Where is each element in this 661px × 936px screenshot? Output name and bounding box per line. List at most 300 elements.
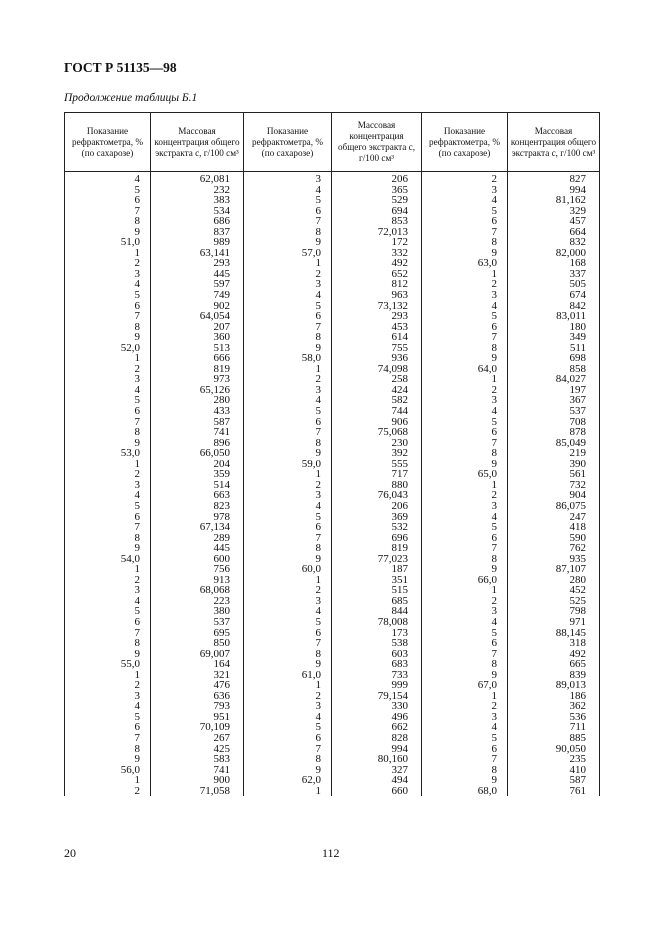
concentration-value: 362: [508, 701, 600, 712]
refractometer-value: 8: [65, 216, 151, 227]
concentration-value: 696: [332, 533, 422, 544]
refractometer-value: 6: [65, 512, 151, 523]
refractometer-value: 4: [244, 395, 332, 406]
concentration-value: 219: [508, 448, 600, 459]
table-row: [65, 417, 600, 428]
refractometer-value: 2: [65, 786, 151, 797]
concentration-value: 380: [151, 606, 244, 617]
refractometer-value: 5: [65, 501, 151, 512]
refractometer-value: 5: [422, 417, 508, 428]
refractometer-value: 62,0: [244, 775, 332, 786]
refractometer-value: 67,0: [422, 680, 508, 691]
refractometer-value: 2: [244, 480, 332, 491]
concentration-value: 433: [151, 406, 244, 417]
concentration-value: 665: [508, 659, 600, 670]
concentration-value: 289: [151, 533, 244, 544]
table-row: [65, 533, 600, 544]
refractometer-value: 7: [422, 649, 508, 660]
table-row: [65, 543, 600, 554]
concentration-value: 457: [508, 216, 600, 227]
concentration-value: 82,000: [508, 248, 600, 259]
concentration-value: 318: [508, 638, 600, 649]
refractometer-value: 1: [244, 575, 332, 586]
refractometer-value: 2: [244, 691, 332, 702]
refractometer-value: 5: [244, 195, 332, 206]
concentration-value: 187: [332, 564, 422, 575]
concentration-value: 880: [332, 480, 422, 491]
refractometer-value: 2: [422, 279, 508, 290]
concentration-value: 360: [151, 332, 244, 343]
concentration-value: 798: [508, 606, 600, 617]
table-row: [65, 195, 600, 206]
concentration-value: 351: [332, 575, 422, 586]
refractometer-value: 1: [422, 374, 508, 385]
concentration-value: 73,132: [332, 301, 422, 312]
concentration-value: 741: [151, 427, 244, 438]
concentration-value: 235: [508, 754, 600, 765]
table-row: [65, 596, 600, 607]
table-row: [65, 343, 600, 354]
table-caption: Продолжение таблицы Б.1: [64, 92, 198, 104]
refractometer-value: 8: [65, 427, 151, 438]
concentration-value: 410: [508, 765, 600, 776]
concentration-value: 186: [508, 691, 600, 702]
refractometer-value: 68,0: [422, 786, 508, 797]
refractometer-value: 6: [244, 628, 332, 639]
refractometer-value: 66,0: [422, 575, 508, 586]
concentration-value: 762: [508, 543, 600, 554]
refractometer-value: 1: [422, 585, 508, 596]
refractometer-value: 1: [65, 353, 151, 364]
refractometer-value: 7: [244, 322, 332, 333]
concentration-value: 989: [151, 237, 244, 248]
refractometer-value: 9: [65, 649, 151, 660]
refractometer-value: 8: [422, 765, 508, 776]
concentration-value: 293: [332, 311, 422, 322]
refractometer-value: 5: [65, 290, 151, 301]
table-row: [65, 448, 600, 459]
refractometer-value: 8: [65, 533, 151, 544]
concentration-value: 823: [151, 501, 244, 512]
refractometer-value: 2: [422, 701, 508, 712]
concentration-value: 87,107: [508, 564, 600, 575]
refractometer-value: 7: [422, 332, 508, 343]
table-row: [65, 459, 600, 470]
refractometer-value: 3: [244, 279, 332, 290]
concentration-value: 537: [151, 617, 244, 628]
concentration-value: 476: [151, 680, 244, 691]
refractometer-value: 4: [244, 290, 332, 301]
concentration-value: 529: [332, 195, 422, 206]
table-row: [65, 248, 600, 259]
refractometer-value: 4: [65, 701, 151, 712]
refractometer-value: 6: [422, 216, 508, 227]
refractometer-value: 3: [65, 374, 151, 385]
refractometer-value: 2: [65, 469, 151, 480]
table-row: [65, 301, 600, 312]
concentration-value: 206: [332, 172, 422, 185]
refractometer-value: 5: [65, 395, 151, 406]
refractometer-value: 9: [244, 237, 332, 248]
table-row: [65, 564, 600, 575]
refractometer-value: 7: [65, 628, 151, 639]
table-row: [65, 227, 600, 238]
concentration-value: 173: [332, 628, 422, 639]
table-row: [65, 406, 600, 417]
table-row: [65, 353, 600, 364]
concentration-value: 492: [508, 649, 600, 660]
refractometer-value: 7: [422, 438, 508, 449]
table-row: [65, 427, 600, 438]
refractometer-value: 8: [65, 638, 151, 649]
concentration-value: 994: [332, 744, 422, 755]
refractometer-value: 9: [65, 754, 151, 765]
table-row: [65, 237, 600, 248]
concentration-value: 896: [151, 438, 244, 449]
concentration-value: 67,134: [151, 522, 244, 533]
concentration-value: 878: [508, 427, 600, 438]
refractometer-value: 9: [422, 670, 508, 681]
refractometer-value: 1: [422, 480, 508, 491]
concentration-value: 652: [332, 269, 422, 280]
refractometer-value: 6: [422, 322, 508, 333]
refractometer-value: 8: [244, 227, 332, 238]
table-row: [65, 585, 600, 596]
header-concentration-1: Массовая концентрация общего экстракта с, г/100 см³: [151, 113, 244, 172]
concentration-value: 913: [151, 575, 244, 586]
refractometer-value: 5: [422, 206, 508, 217]
table-row: [65, 385, 600, 396]
refractometer-value: 4: [65, 490, 151, 501]
concentration-value: 756: [151, 564, 244, 575]
concentration-value: 329: [508, 206, 600, 217]
table-row: [65, 290, 600, 301]
refractometer-value: 3: [65, 585, 151, 596]
concentration-value: 168: [508, 258, 600, 269]
concentration-value: 247: [508, 512, 600, 523]
concentration-value: 88,145: [508, 628, 600, 639]
table-row: [65, 628, 600, 639]
concentration-value: 906: [332, 417, 422, 428]
refractometer-value: 6: [244, 522, 332, 533]
refractometer-value: 7: [422, 754, 508, 765]
refractometer-value: 9: [65, 332, 151, 343]
refractometer-value: 1: [422, 269, 508, 280]
concentration-value: 674: [508, 290, 600, 301]
refractometer-value: 3: [244, 701, 332, 712]
table-row: [65, 374, 600, 385]
concentration-value: 685: [332, 596, 422, 607]
concentration-value: 77,023: [332, 554, 422, 565]
header-refractometer-1: Показание рефрактометра, % (по сахарозе): [65, 113, 151, 172]
refractometer-value: 7: [65, 311, 151, 322]
concentration-value: 369: [332, 512, 422, 523]
table-row: [65, 279, 600, 290]
concentration-value: 999: [332, 680, 422, 691]
refractometer-value: 1: [65, 670, 151, 681]
refractometer-value: 1: [422, 691, 508, 702]
concentration-value: 164: [151, 659, 244, 670]
concentration-value: 453: [332, 322, 422, 333]
concentration-value: 84,027: [508, 374, 600, 385]
refractometer-value: 3: [65, 269, 151, 280]
table-row: [65, 575, 600, 586]
refractometer-value: 5: [244, 617, 332, 628]
refractometer-value: 3: [244, 172, 332, 185]
refractometer-value: 4: [65, 596, 151, 607]
concentration-value: 223: [151, 596, 244, 607]
refractometer-value: 9: [422, 248, 508, 259]
refractometer-value: 56,0: [65, 765, 151, 776]
concentration-value: 359: [151, 469, 244, 480]
refractometer-value: 2: [244, 374, 332, 385]
concentration-value: 68,068: [151, 585, 244, 596]
concentration-value: 973: [151, 374, 244, 385]
refractometer-value: 1: [244, 258, 332, 269]
refractometer-value: 6: [65, 195, 151, 206]
concentration-value: 532: [332, 522, 422, 533]
refractometer-value: 7: [422, 227, 508, 238]
refractometer-value: 61,0: [244, 670, 332, 681]
refractometer-value: 9: [244, 448, 332, 459]
concentration-value: 900: [151, 775, 244, 786]
refractometer-value: 8: [244, 754, 332, 765]
concentration-value: 587: [151, 417, 244, 428]
concentration-value: 76,043: [332, 490, 422, 501]
concentration-value: 755: [332, 343, 422, 354]
concentration-value: 66,050: [151, 448, 244, 459]
concentration-value: 587: [508, 775, 600, 786]
refractometer-value: 2: [65, 364, 151, 375]
concentration-value: 514: [151, 480, 244, 491]
refractometer-value: 5: [244, 406, 332, 417]
table-row: [65, 469, 600, 480]
concentration-value: 332: [332, 248, 422, 259]
concentration-value: 63,141: [151, 248, 244, 259]
refractometer-value: 3: [422, 501, 508, 512]
concentration-value: 452: [508, 585, 600, 596]
refractometer-value: 9: [65, 543, 151, 554]
concentration-value: 258: [332, 374, 422, 385]
refractometer-value: 4: [65, 279, 151, 290]
table-row: [65, 364, 600, 375]
refractometer-value: 4: [422, 512, 508, 523]
concentration-value: 733: [332, 670, 422, 681]
concentration-value: 83,011: [508, 311, 600, 322]
concentration-value: 538: [332, 638, 422, 649]
table-header: [65, 113, 600, 172]
page-number-left: 20: [64, 846, 76, 860]
refractometer-value: 6: [244, 733, 332, 744]
concentration-value: 62,081: [151, 172, 244, 185]
refractometer-value: 6: [244, 206, 332, 217]
refractometer-value: 7: [65, 206, 151, 217]
refractometer-value: 3: [422, 395, 508, 406]
table-row: [65, 733, 600, 744]
table-row: [65, 172, 600, 185]
concentration-value: 971: [508, 617, 600, 628]
document-title: ГОСТ Р 51135—98: [64, 60, 177, 75]
concentration-value: 505: [508, 279, 600, 290]
refractometer-value: 4: [244, 185, 332, 196]
concentration-value: 64,054: [151, 311, 244, 322]
concentration-value: 636: [151, 691, 244, 702]
concentration-value: 963: [332, 290, 422, 301]
concentration-value: 206: [332, 501, 422, 512]
concentration-value: 614: [332, 332, 422, 343]
table-row: [65, 311, 600, 322]
concentration-value: 74,098: [332, 364, 422, 375]
concentration-value: 71,058: [151, 786, 244, 797]
refractometer-value: 6: [422, 427, 508, 438]
concentration-value: 837: [151, 227, 244, 238]
concentration-value: 78,008: [332, 617, 422, 628]
refractometer-value: 6: [422, 638, 508, 649]
table-row: [65, 649, 600, 660]
concentration-value: 590: [508, 533, 600, 544]
refractometer-value: 8: [422, 659, 508, 670]
concentration-value: 582: [332, 395, 422, 406]
concentration-value: 666: [151, 353, 244, 364]
concentration-value: 180: [508, 322, 600, 333]
concentration-value: 819: [151, 364, 244, 375]
refractometer-value: 5: [244, 301, 332, 312]
concentration-value: 664: [508, 227, 600, 238]
header-concentration-2: Массовая концентрация общего экстракта с, г/100 см³: [332, 113, 422, 172]
refractometer-value: 7: [65, 733, 151, 744]
table-row: [65, 490, 600, 501]
concentration-value: 844: [332, 606, 422, 617]
concentration-value: 337: [508, 269, 600, 280]
refractometer-value: 1: [65, 459, 151, 470]
concentration-value: 537: [508, 406, 600, 417]
concentration-value: 694: [332, 206, 422, 217]
concentration-value: 86,075: [508, 501, 600, 512]
concentration-value: 842: [508, 301, 600, 312]
table-row: [65, 765, 600, 776]
refractometer-value: 9: [244, 554, 332, 565]
refractometer-value: 2: [65, 680, 151, 691]
concentration-value: 85,049: [508, 438, 600, 449]
refractometer-value: 65,0: [422, 469, 508, 480]
refractometer-value: 5: [422, 628, 508, 639]
concentration-value: 717: [332, 469, 422, 480]
table-row: [65, 395, 600, 406]
concentration-value: 511: [508, 343, 600, 354]
refractometer-value: 1: [244, 469, 332, 480]
concentration-value: 90,050: [508, 744, 600, 755]
refractometer-value: 5: [65, 606, 151, 617]
table-row: [65, 786, 600, 797]
concentration-value: 267: [151, 733, 244, 744]
refractometer-value: 5: [422, 733, 508, 744]
concentration-value: 749: [151, 290, 244, 301]
concentration-value: 69,007: [151, 649, 244, 660]
refractometer-value: 8: [422, 343, 508, 354]
concentration-value: 330: [332, 701, 422, 712]
refractometer-value: 5: [244, 512, 332, 523]
refractometer-value: 55,0: [65, 659, 151, 670]
table-row: [65, 638, 600, 649]
table-row: [65, 722, 600, 733]
table-row: [65, 332, 600, 343]
concentration-value: 951: [151, 712, 244, 723]
refractometer-value: 8: [244, 649, 332, 660]
table-row: [65, 775, 600, 786]
concentration-value: 280: [151, 395, 244, 406]
refractometer-value: 7: [65, 417, 151, 428]
concentration-value: 832: [508, 237, 600, 248]
refractometer-value: 5: [65, 712, 151, 723]
refractometer-value: 5: [244, 722, 332, 733]
concentration-value: 367: [508, 395, 600, 406]
refractometer-value: 8: [422, 237, 508, 248]
concentration-value: 827: [508, 172, 600, 185]
refractometer-value: 4: [422, 722, 508, 733]
concentration-value: 683: [332, 659, 422, 670]
refractometer-value: 4: [422, 406, 508, 417]
concentration-value: 741: [151, 765, 244, 776]
refractometer-value: 2: [422, 596, 508, 607]
concentration-value: 89,013: [508, 680, 600, 691]
refractometer-table: [64, 112, 600, 796]
table-row: [65, 659, 600, 670]
concentration-value: 492: [332, 258, 422, 269]
concentration-value: 496: [332, 712, 422, 723]
concentration-value: 850: [151, 638, 244, 649]
refractometer-value: 9: [244, 343, 332, 354]
concentration-value: 515: [332, 585, 422, 596]
refractometer-value: 4: [244, 606, 332, 617]
concentration-value: 197: [508, 385, 600, 396]
concentration-value: 232: [151, 185, 244, 196]
refractometer-value: 2: [422, 385, 508, 396]
table-row: [65, 712, 600, 723]
concentration-value: 561: [508, 469, 600, 480]
refractometer-value: 7: [422, 543, 508, 554]
refractometer-value: 6: [422, 533, 508, 544]
refractometer-value: 3: [422, 606, 508, 617]
refractometer-value: 8: [422, 554, 508, 565]
refractometer-value: 4: [244, 501, 332, 512]
refractometer-value: 9: [422, 564, 508, 575]
table-row: [65, 670, 600, 681]
concentration-value: 349: [508, 332, 600, 343]
refractometer-value: 3: [422, 712, 508, 723]
refractometer-value: 9: [422, 459, 508, 470]
concentration-value: 204: [151, 459, 244, 470]
concentration-value: 70,109: [151, 722, 244, 733]
table-row: [65, 185, 600, 196]
concentration-value: 695: [151, 628, 244, 639]
concentration-value: 555: [332, 459, 422, 470]
concentration-value: 293: [151, 258, 244, 269]
refractometer-value: 6: [65, 301, 151, 312]
concentration-value: 81,162: [508, 195, 600, 206]
refractometer-value: 6: [65, 406, 151, 417]
table-row: [65, 701, 600, 712]
table-row: [65, 216, 600, 227]
refractometer-value: 1: [65, 564, 151, 575]
refractometer-value: 6: [422, 744, 508, 755]
refractometer-value: 59,0: [244, 459, 332, 470]
refractometer-value: 7: [244, 216, 332, 227]
refractometer-value: 9: [244, 765, 332, 776]
refractometer-value: 52,0: [65, 343, 151, 354]
header-concentration-3: Массовая концентрация общего экстракта с, г/100 см³: [508, 113, 600, 172]
refractometer-value: 3: [422, 185, 508, 196]
refractometer-value: 64,0: [422, 364, 508, 375]
